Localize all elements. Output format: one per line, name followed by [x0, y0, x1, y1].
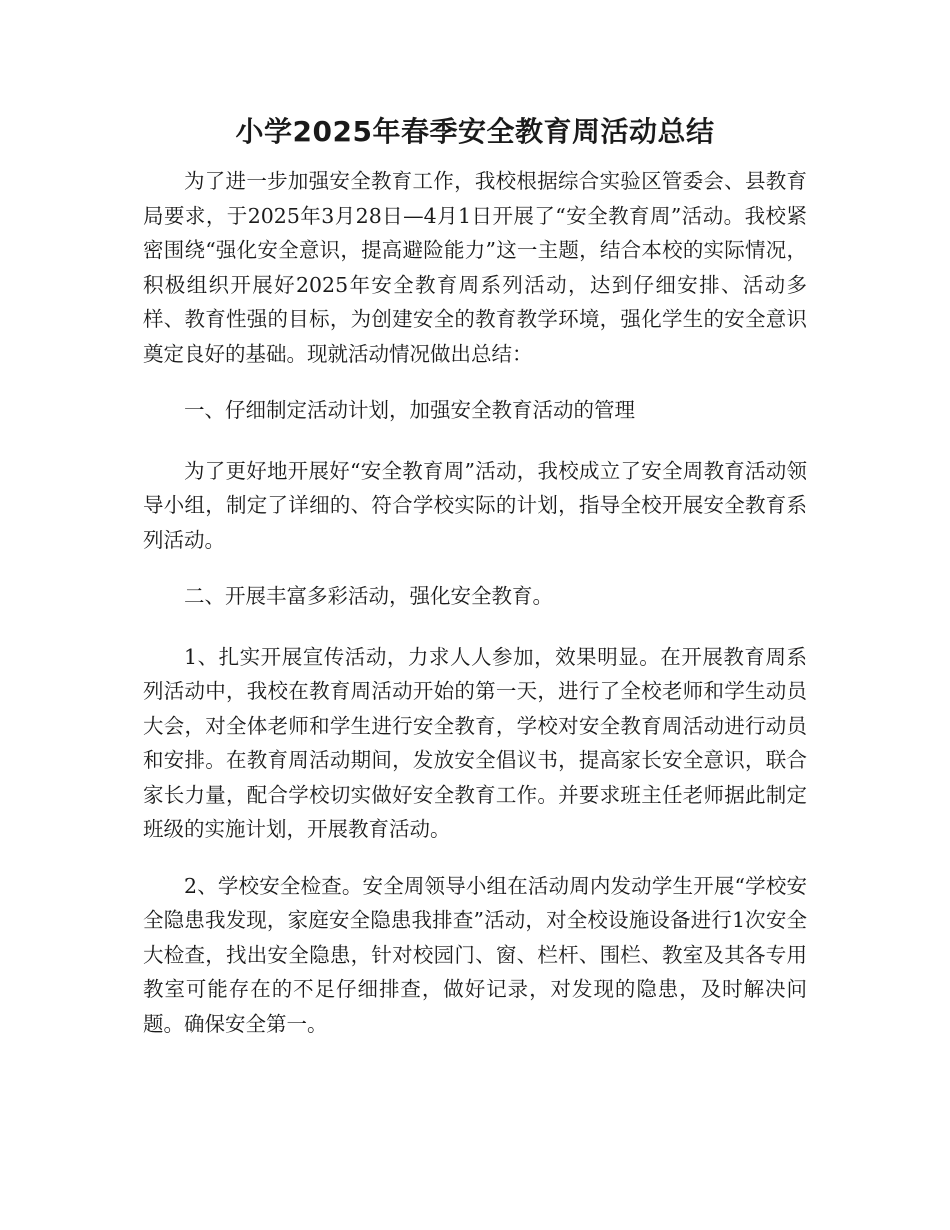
section-heading-1: 一、仔细制定活动计划，加强安全教育活动的管理: [184, 398, 635, 422]
section-heading-2: 二、开展丰富多彩活动，强化安全教育。: [184, 584, 553, 608]
item-1-paragraph: 1、扎实开展宣传活动，力求人人参加，效果明显。在开展教育周系列活动中，我校在教育周活动开始的第一天，进行了全校老师和学生动员大会，对全体老师和学生进行安全教育，学校对安全教育周活动进行动员和安排。在教育周活动期间，发放安全倡议书，提高家长安全意识，联合家长力量，配合学校切实做好安全教育工作。并要求班主任老师据此制定班级的实施计划，开展教育活动。: [143, 644, 807, 841]
document-title: 小学2025年春季安全教育周活动总结: [235, 115, 715, 148]
item-2-paragraph: 2、学校安全检查。安全周领导小组在活动周内发动学生开展“学校安全隐患我发现，家庭安全隐患我排查”活动，对全校设施设备进行1次安全大检查，找出安全隐患，针对校园门、窗、栏杆、围栏、教室及其各专用教室可能存在的不足仔细排查，做好记录，对发现的隐患，及时解决问题。确保安全第一。: [143, 873, 807, 1036]
intro-paragraph: 为了进一步加强安全教育工作，我校根据综合实验区管委会、县教育局要求，于2025年3月28日—4月1日开展了“安全教育周”活动。我校紧密围绕“强化安全意识，提高避险能力”这一主题，结合本校的实际情况，积极组织开展好2025年安全教育周系列活动，达到仔细安排、活动多样、教育性强的目标，为创建安全的教育教学环境，强化学生的安全意识奠定良好的基础。现就活动情况做出总结：: [143, 169, 807, 366]
section-1-paragraph: 为了更好地开展好“安全教育周”活动，我校成立了安全周教育活动领导小组，制定了详细的、符合学校实际的计划，指导全校开展安全教育系列活动。: [143, 458, 807, 552]
document-body: [143, 164, 807, 1063]
